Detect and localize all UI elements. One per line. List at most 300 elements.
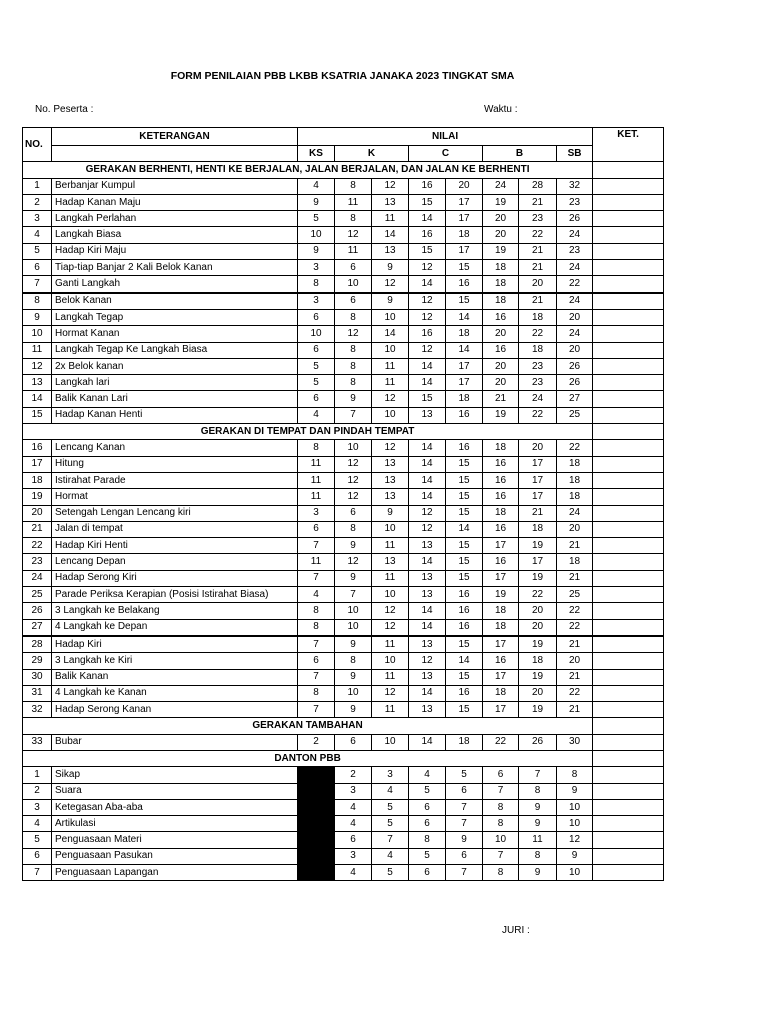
table-row [23, 456, 664, 472]
score-cell: 25 [557, 587, 593, 603]
row-keterangan: 4 Langkah ke Kanan [52, 685, 298, 701]
score-cell: 16 [483, 653, 519, 669]
row-number: 2 [23, 783, 52, 799]
table-row [23, 489, 664, 505]
score-cell: 6 [446, 783, 483, 799]
ket-cell[interactable] [593, 309, 664, 325]
table-row [23, 783, 664, 799]
header-no: NO. [23, 128, 52, 162]
ket-cell[interactable] [593, 832, 664, 848]
score-cell: 14 [409, 375, 446, 391]
table-row [23, 178, 664, 194]
ket-cell[interactable] [593, 734, 664, 750]
ket-cell[interactable] [593, 570, 664, 586]
score-cell: 24 [557, 227, 593, 243]
score-cell: 14 [409, 440, 446, 456]
score-cell: 8 [409, 832, 446, 848]
row-number: 29 [23, 653, 52, 669]
score-cell: 13 [409, 570, 446, 586]
ket-cell[interactable] [593, 375, 664, 391]
score-cell: 15 [446, 505, 483, 521]
row-number: 13 [23, 375, 52, 391]
score-cell: 21 [557, 538, 593, 554]
table-row [23, 816, 664, 832]
score-cell: 7 [298, 702, 335, 718]
score-cell: 10 [372, 342, 409, 358]
table-row [23, 407, 664, 423]
header-nilai: NILAI [298, 128, 593, 146]
score-cell: 13 [409, 669, 446, 685]
score-cell: 9 [298, 194, 335, 210]
ket-cell[interactable] [593, 816, 664, 832]
score-cell: 9 [335, 391, 372, 407]
score-cell: 10 [372, 521, 409, 537]
score-cell: 17 [446, 375, 483, 391]
score-cell: 15 [446, 260, 483, 276]
score-cell: 2 [298, 734, 335, 750]
score-cell: 8 [335, 309, 372, 325]
score-cell: 6 [335, 293, 372, 310]
score-cell: 14 [372, 326, 409, 342]
table-row [23, 734, 664, 750]
table-row [23, 505, 664, 521]
score-cell: 26 [557, 375, 593, 391]
score-cell: 12 [335, 489, 372, 505]
score-cell: 21 [519, 293, 557, 310]
score-cell: 30 [557, 734, 593, 750]
ket-cell[interactable] [593, 489, 664, 505]
score-cell: 22 [557, 619, 593, 636]
ket-cell[interactable] [593, 243, 664, 259]
row-keterangan: Hadap Serong Kiri [52, 570, 298, 586]
row-keterangan: 3 Langkah ke Belakang [52, 603, 298, 619]
ket-cell[interactable] [593, 276, 664, 293]
score-cell: 6 [335, 505, 372, 521]
score-cell: 6 [446, 848, 483, 864]
score-cell: 3 [335, 783, 372, 799]
score-cell: 16 [483, 342, 519, 358]
score-cell: 9 [335, 669, 372, 685]
table-row [23, 293, 664, 310]
ket-cell[interactable] [593, 865, 664, 881]
table-row [23, 554, 664, 570]
score-cell: 17 [446, 194, 483, 210]
score-cell: 3 [298, 293, 335, 310]
score-cell: 14 [409, 489, 446, 505]
ket-cell[interactable] [593, 178, 664, 194]
row-keterangan: Langkah Biasa [52, 227, 298, 243]
score-cell: 8 [335, 358, 372, 374]
ket-cell[interactable] [593, 342, 664, 358]
row-keterangan: Penguasaan Lapangan [52, 865, 298, 881]
table-row [23, 669, 664, 685]
score-cell: 8 [335, 375, 372, 391]
row-number: 26 [23, 603, 52, 619]
row-number: 11 [23, 342, 52, 358]
row-number: 22 [23, 538, 52, 554]
ket-cell[interactable] [593, 211, 664, 227]
score-cell: 19 [519, 669, 557, 685]
score-cell: 21 [519, 260, 557, 276]
score-cell: 10 [372, 309, 409, 325]
score-cell: 18 [557, 489, 593, 505]
score-cell: 14 [446, 342, 483, 358]
row-keterangan: Penguasaan Pasukan [52, 848, 298, 864]
header-ks: KS [298, 146, 335, 162]
score-cell: 22 [557, 440, 593, 456]
waktu-label: Waktu : [484, 104, 518, 115]
score-cell: 14 [409, 276, 446, 293]
score-cell: 17 [519, 554, 557, 570]
row-keterangan: Langkah Tegap Ke Langkah Biasa [52, 342, 298, 358]
table-row [23, 702, 664, 718]
header-c: C [409, 146, 483, 162]
score-cell: 24 [483, 178, 519, 194]
score-cell: 21 [519, 505, 557, 521]
ket-cell[interactable] [593, 685, 664, 701]
row-keterangan: Hadap Kiri Maju [52, 243, 298, 259]
row-number: 18 [23, 472, 52, 488]
ket-cell[interactable] [593, 669, 664, 685]
row-number: 7 [23, 276, 52, 293]
ket-cell[interactable] [593, 440, 664, 456]
score-cell: 10 [335, 276, 372, 293]
row-number: 21 [23, 521, 52, 537]
score-cell: 10 [557, 816, 593, 832]
score-cell: 16 [409, 326, 446, 342]
score-cell: 18 [557, 456, 593, 472]
score-cell: 17 [519, 489, 557, 505]
score-cell: 15 [446, 636, 483, 653]
score-cell: 23 [557, 194, 593, 210]
score-cell: 24 [557, 260, 593, 276]
header-k: K [335, 146, 409, 162]
score-cell: 17 [446, 243, 483, 259]
score-cell: 20 [519, 603, 557, 619]
score-cell: 18 [519, 309, 557, 325]
score-cell: 6 [298, 653, 335, 669]
row-keterangan: Berbanjar Kumpul [52, 178, 298, 194]
score-cell: 19 [519, 702, 557, 718]
score-cell: 24 [557, 293, 593, 310]
row-keterangan: Hadap Kiri [52, 636, 298, 653]
score-cell: 6 [298, 521, 335, 537]
score-cell: 16 [446, 619, 483, 636]
score-cell: 7 [335, 587, 372, 603]
score-cell: 23 [519, 375, 557, 391]
score-cell: 14 [409, 603, 446, 619]
blocked-ks-cell [298, 767, 335, 783]
score-cell: 10 [298, 326, 335, 342]
score-cell: 11 [372, 702, 409, 718]
score-cell: 4 [335, 799, 372, 815]
table-row [23, 243, 664, 259]
row-number: 12 [23, 358, 52, 374]
score-cell: 14 [446, 521, 483, 537]
table-row [23, 832, 664, 848]
score-cell: 20 [557, 309, 593, 325]
row-number: 15 [23, 407, 52, 423]
row-keterangan: Hormat Kanan [52, 326, 298, 342]
score-cell: 5 [298, 211, 335, 227]
ket-cell[interactable] [593, 603, 664, 619]
score-cell: 9 [335, 636, 372, 653]
score-cell: 8 [483, 865, 519, 881]
score-cell: 17 [446, 211, 483, 227]
score-cell: 13 [372, 489, 409, 505]
score-cell: 10 [335, 685, 372, 701]
ket-cell[interactable] [593, 783, 664, 799]
score-cell: 15 [446, 702, 483, 718]
score-cell: 20 [519, 440, 557, 456]
ket-cell[interactable] [593, 587, 664, 603]
score-cell: 18 [557, 472, 593, 488]
ket-cell [593, 424, 664, 440]
ket-cell[interactable] [593, 456, 664, 472]
row-number: 31 [23, 685, 52, 701]
ket-cell[interactable] [593, 260, 664, 276]
table-row [23, 358, 664, 374]
ket-cell[interactable] [593, 767, 664, 783]
score-cell: 12 [557, 832, 593, 848]
score-cell: 7 [298, 669, 335, 685]
score-cell: 9 [557, 848, 593, 864]
ket-cell[interactable] [593, 358, 664, 374]
score-cell: 3 [298, 260, 335, 276]
score-cell: 11 [372, 636, 409, 653]
ket-cell[interactable] [593, 702, 664, 718]
row-keterangan: Bubar [52, 734, 298, 750]
score-cell: 26 [557, 211, 593, 227]
score-cell: 7 [483, 783, 519, 799]
score-cell: 22 [557, 685, 593, 701]
row-number: 33 [23, 734, 52, 750]
score-cell: 16 [446, 603, 483, 619]
ket-cell[interactable] [593, 326, 664, 342]
score-cell: 11 [298, 489, 335, 505]
score-cell: 7 [335, 407, 372, 423]
row-number: 25 [23, 587, 52, 603]
header-keterangan-blank [52, 146, 298, 162]
juri-label: JURI : [502, 925, 530, 936]
score-cell: 12 [409, 260, 446, 276]
score-cell: 19 [483, 587, 519, 603]
score-cell: 8 [298, 440, 335, 456]
score-cell: 8 [298, 603, 335, 619]
score-cell: 18 [483, 260, 519, 276]
table-row [23, 767, 664, 783]
score-cell: 18 [483, 293, 519, 310]
row-number: 23 [23, 554, 52, 570]
table-row [23, 194, 664, 210]
ket-cell[interactable] [593, 227, 664, 243]
score-cell: 4 [409, 767, 446, 783]
row-keterangan: Lencang Depan [52, 554, 298, 570]
score-cell: 9 [372, 260, 409, 276]
score-cell: 19 [483, 407, 519, 423]
table-row [23, 570, 664, 586]
section-title: DANTON PBB [23, 750, 593, 766]
header-keterangan: KETERANGAN [52, 128, 298, 146]
score-cell: 21 [519, 243, 557, 259]
score-cell: 8 [557, 767, 593, 783]
score-cell: 12 [372, 603, 409, 619]
score-cell: 18 [519, 653, 557, 669]
score-cell: 7 [483, 848, 519, 864]
ket-cell[interactable] [593, 799, 664, 815]
score-cell: 14 [409, 211, 446, 227]
ket-cell[interactable] [593, 538, 664, 554]
score-cell: 15 [446, 293, 483, 310]
score-cell: 13 [372, 554, 409, 570]
row-keterangan: Hitung [52, 456, 298, 472]
score-cell: 20 [557, 342, 593, 358]
score-cell: 9 [519, 799, 557, 815]
ket-cell[interactable] [593, 653, 664, 669]
header-ket: KET. [593, 128, 664, 162]
score-cell: 20 [557, 653, 593, 669]
ket-cell[interactable] [593, 194, 664, 210]
ket-cell[interactable] [593, 505, 664, 521]
row-number: 6 [23, 848, 52, 864]
score-cell: 8 [335, 653, 372, 669]
score-cell: 13 [372, 472, 409, 488]
blocked-ks-cell [298, 848, 335, 864]
score-cell: 16 [483, 472, 519, 488]
score-cell: 10 [483, 832, 519, 848]
row-keterangan: 4 Langkah ke Depan [52, 619, 298, 636]
ket-cell [593, 162, 664, 178]
table-row [23, 440, 664, 456]
score-cell: 6 [483, 767, 519, 783]
score-cell: 14 [409, 554, 446, 570]
score-cell: 8 [298, 619, 335, 636]
row-number: 4 [23, 816, 52, 832]
score-cell: 10 [335, 603, 372, 619]
score-cell: 9 [519, 816, 557, 832]
score-cell: 4 [372, 783, 409, 799]
score-cell: 12 [409, 521, 446, 537]
score-cell: 18 [483, 276, 519, 293]
score-cell: 16 [409, 227, 446, 243]
score-cell: 6 [335, 832, 372, 848]
score-cell: 10 [372, 407, 409, 423]
row-keterangan: Langkah Tegap [52, 309, 298, 325]
score-cell: 20 [483, 227, 519, 243]
row-keterangan: Istirahat Parade [52, 472, 298, 488]
score-cell: 18 [446, 326, 483, 342]
score-cell: 28 [519, 178, 557, 194]
row-keterangan: Hadap Kiri Henti [52, 538, 298, 554]
table-row [23, 521, 664, 537]
score-cell: 13 [409, 407, 446, 423]
score-cell: 16 [446, 587, 483, 603]
row-number: 8 [23, 293, 52, 310]
score-cell: 12 [409, 293, 446, 310]
score-cell: 22 [519, 326, 557, 342]
ket-cell[interactable] [593, 521, 664, 537]
row-keterangan: Hadap Serong Kanan [52, 702, 298, 718]
score-cell: 5 [409, 783, 446, 799]
score-cell: 23 [557, 243, 593, 259]
header-sb: SB [557, 146, 593, 162]
score-cell: 16 [483, 554, 519, 570]
score-cell: 11 [372, 570, 409, 586]
score-cell: 18 [483, 685, 519, 701]
score-cell: 17 [519, 472, 557, 488]
score-cell: 5 [298, 358, 335, 374]
table-row [23, 603, 664, 619]
score-cell: 20 [519, 619, 557, 636]
score-cell: 19 [519, 538, 557, 554]
table-row [23, 848, 664, 864]
form-title: FORM PENILAIAN PBB LKBB KSATRIA JANAKA 2023 TINGKAT SMA [170, 70, 515, 82]
score-cell: 17 [483, 702, 519, 718]
ket-cell[interactable] [593, 848, 664, 864]
section-title: GERAKAN BERHENTI, HENTI KE BERJALAN, JALAN BERJALAN, DAN JALAN KE BERHENTI [23, 162, 593, 178]
table-row [23, 619, 664, 636]
ket-cell[interactable] [593, 472, 664, 488]
score-cell: 17 [483, 636, 519, 653]
score-cell: 3 [335, 848, 372, 864]
ket-cell[interactable] [593, 293, 664, 310]
table-row [23, 309, 664, 325]
score-cell: 12 [372, 276, 409, 293]
ket-cell[interactable] [593, 619, 664, 636]
blocked-ks-cell [298, 783, 335, 799]
score-cell: 12 [335, 227, 372, 243]
score-cell: 22 [557, 603, 593, 619]
ket-cell[interactable] [593, 636, 664, 653]
score-cell: 15 [409, 391, 446, 407]
score-cell: 8 [298, 276, 335, 293]
row-keterangan: Suara [52, 783, 298, 799]
ket-cell[interactable] [593, 554, 664, 570]
row-keterangan: Balik Kanan Lari [52, 391, 298, 407]
row-number: 1 [23, 178, 52, 194]
ket-cell[interactable] [593, 407, 664, 423]
row-number: 10 [23, 326, 52, 342]
table-row [23, 799, 664, 815]
score-cell: 20 [483, 211, 519, 227]
score-cell: 21 [557, 636, 593, 653]
score-cell: 11 [335, 194, 372, 210]
score-cell: 16 [446, 685, 483, 701]
score-cell: 14 [372, 227, 409, 243]
score-cell: 19 [519, 636, 557, 653]
score-cell: 21 [519, 194, 557, 210]
score-cell: 9 [519, 865, 557, 881]
score-cell: 10 [372, 734, 409, 750]
score-cell: 12 [409, 653, 446, 669]
score-cell: 4 [372, 848, 409, 864]
score-cell: 15 [446, 669, 483, 685]
row-number: 9 [23, 309, 52, 325]
ket-cell[interactable] [593, 391, 664, 407]
score-cell: 25 [557, 407, 593, 423]
score-cell: 20 [483, 375, 519, 391]
row-keterangan: Setengah Lengan Lencang kiri [52, 505, 298, 521]
score-cell: 10 [372, 653, 409, 669]
score-cell: 15 [409, 243, 446, 259]
score-cell: 8 [483, 816, 519, 832]
row-number: 2 [23, 194, 52, 210]
score-cell: 5 [372, 865, 409, 881]
blocked-ks-cell [298, 816, 335, 832]
score-cell: 15 [446, 472, 483, 488]
score-cell: 15 [446, 538, 483, 554]
score-cell: 20 [446, 178, 483, 194]
